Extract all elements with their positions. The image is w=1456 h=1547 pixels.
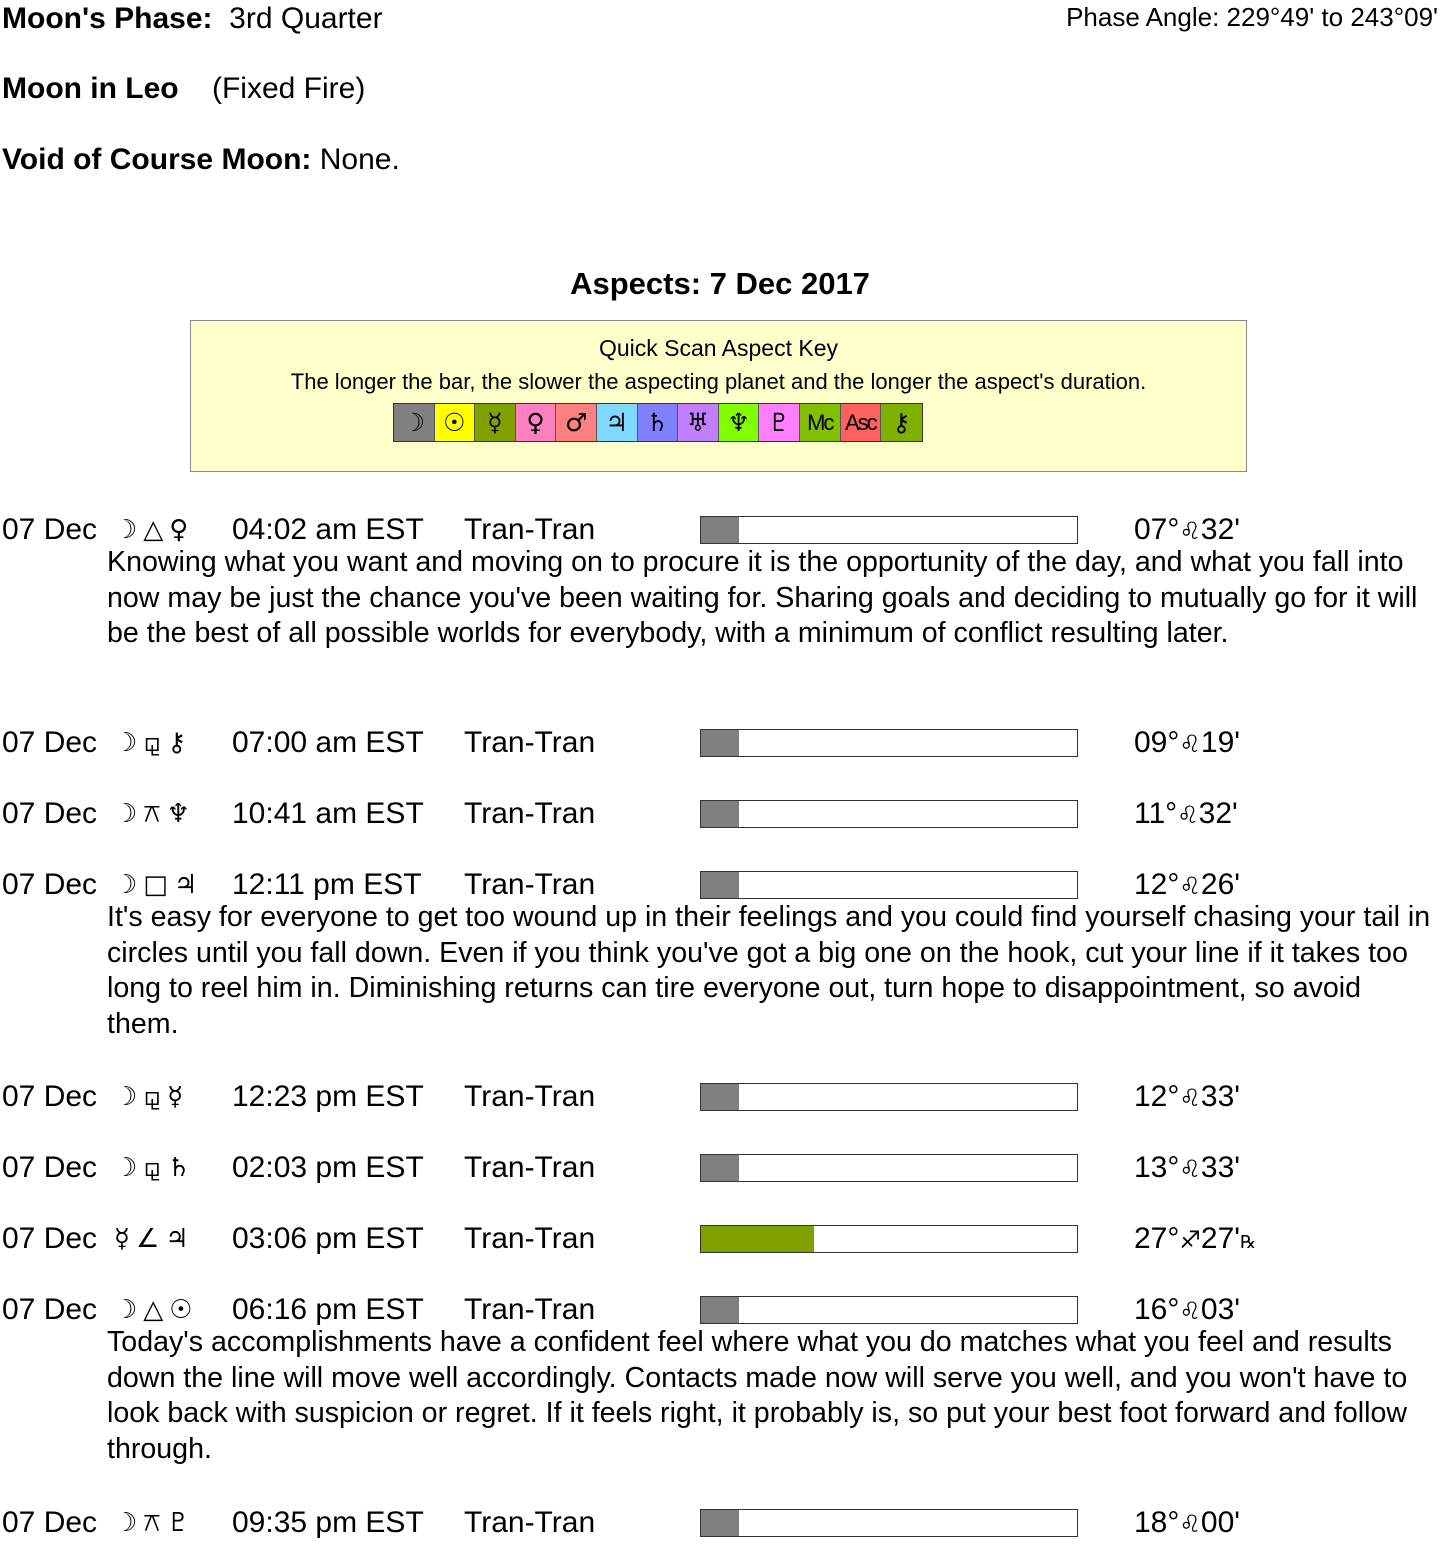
aspect-position [1134,1148,1240,1192]
aspect-type: Tran-Tran [464,726,596,759]
position-sign-icon: ♌ [1179,1084,1201,1112]
position-minutes: 33' [1200,1080,1240,1113]
position-minutes: 19' [1200,726,1240,759]
position-sign-icon: ♌ [1179,730,1201,758]
aspect-duration-fill [701,872,739,898]
aspect-row [0,1290,1456,1330]
neptune-swatch: ♆ [719,404,760,441]
aspect-duration-bar [700,1225,1078,1253]
aspect-glyphs: ☽△♀ [114,515,195,545]
position-minutes: 00' [1200,1506,1240,1539]
aspect-time: 02:03 pm EST [232,1151,424,1184]
position-degrees: 07° [1134,513,1180,546]
aspect-time: 04:02 am EST [232,513,424,546]
position-minutes: 32' [1200,513,1240,546]
aspect-duration-fill [701,1297,739,1323]
moon-sign-detail: (Fixed Fire) [211,72,366,105]
aspect-duration-bar [700,1154,1078,1182]
aspect-duration-fill [701,1226,814,1252]
aspect-duration-fill [701,730,739,756]
aspect-duration-bar [700,516,1078,544]
retrograde-icon: ℞ [1240,1232,1257,1253]
position-degrees: 18° [1134,1506,1180,1539]
aspect-type: Tran-Tran [464,868,596,901]
venus-swatch: ♀ [516,404,557,441]
aspect-time: 10:41 am EST [232,797,424,830]
aspect-glyphs: ☽⚻♆ [114,799,196,829]
aspect-duration-fill [701,517,739,543]
void-of-course-line [2,143,400,177]
aspect-type: Tran-Tran [464,513,596,546]
aspect-type: Tran-Tran [464,1506,596,1539]
key-title: Quick Scan Aspect Key [598,335,839,361]
aspect-date: 07 Dec [2,1080,98,1113]
sun-swatch: ☉ [435,404,476,441]
aspect-time: 07:00 am EST [232,726,424,759]
position-degrees: 09° [1134,726,1180,759]
position-sign-icon: ♌ [1179,517,1201,545]
asc-swatch: Asc [841,404,882,441]
aspect-time: 12:23 pm EST [232,1080,424,1113]
aspect-description: Knowing what you want and moving on to procure it is the opportunity of the day, and what you fall into now may be just the chance you've been waiting for. Sharing goals and deciding to mutually go for it will be the best of all possible worlds for everybody, with a minimum of conflict resulting later. [107,546,1418,649]
position-minutes: 33' [1200,1151,1240,1184]
void-of-course-value: None. [319,143,400,176]
aspect-date: 07 Dec [2,513,98,546]
mc-swatch: Mc [800,404,841,441]
uranus-swatch: ♅ [678,404,719,441]
aspect-row [0,794,1456,834]
aspect-time: 06:16 pm EST [232,1293,424,1326]
position-sign-icon: ♌ [1177,801,1199,829]
aspect-row [0,1219,1456,1259]
aspect-glyphs: ☽□♃ [114,870,204,900]
aspect-duration-fill [701,1155,739,1181]
position-sign-icon: ♌ [1179,1297,1201,1325]
aspect-glyphs: ☽⚼☿ [114,1082,190,1112]
jupiter-swatch: ♃ [597,404,638,441]
aspect-position [1134,723,1240,767]
aspect-glyphs: ☿∠♃ [114,1224,195,1254]
position-minutes: 27' [1200,1222,1240,1255]
moon-phase-value: 3rd Quarter [229,2,383,35]
aspect-date: 07 Dec [2,1293,98,1326]
mercury-swatch: ☿ [475,404,516,441]
position-degrees: 13° [1134,1151,1180,1184]
aspect-duration-bar [700,729,1078,757]
position-degrees: 11° [1134,797,1178,830]
aspect-time: 09:35 pm EST [232,1506,424,1539]
position-degrees: 12° [1134,1080,1180,1113]
aspect-time: 12:11 pm EST [232,868,422,901]
void-of-course-label: Void of Course Moon: [2,143,312,176]
aspect-description: Today's accomplishments have a confident feel where what you do matches what you feel and results down the line will move well accordingly. Contacts made now will serve you well, and you won't have to look back with suspicion or regret. If it feels right, it probably is, so put your best foot forward and follow through. [107,1326,1408,1465]
aspect-row [0,865,1456,905]
aspect-type: Tran-Tran [464,1222,596,1255]
quick-scan-aspect-key [190,320,1247,472]
aspect-date: 07 Dec [2,797,98,830]
aspect-duration-fill [701,1510,739,1536]
aspect-time: 03:06 pm EST [232,1222,424,1255]
aspect-position [1134,1503,1240,1547]
position-minutes: 32' [1198,797,1238,830]
aspect-date: 07 Dec [2,868,98,901]
aspect-glyphs: ☽△☉ [114,1295,199,1325]
moon-phase-label: Moon's Phase: [2,2,213,35]
aspect-row [0,723,1456,763]
aspect-row [0,1077,1456,1117]
key-swatches [393,403,923,442]
aspect-glyphs: ☽⚼♄ [114,1153,197,1183]
aspect-type: Tran-Tran [464,1293,596,1326]
aspects-title: Aspects: 7 Dec 2017 [570,266,870,301]
aspect-duration-fill [701,801,739,827]
position-minutes: 26' [1200,868,1240,901]
aspect-duration-bar [700,1296,1078,1324]
position-sign-icon: ♌ [1179,1510,1201,1538]
aspect-description: It's easy for everyone to get too wound up in their feelings and you could find yourself chasing your tail in circles until you fall down. Even if you think you've got a big one on the hook, cut your line if it takes too long to reel him in. Diminishing returns can tire everyone out, turn hope to disappointment, so avoid them. [107,901,1431,1040]
position-sign-icon: ♐ [1179,1226,1201,1254]
saturn-swatch: ♄ [638,404,679,441]
moon-sign-line [2,72,365,106]
aspect-date: 07 Dec [2,1506,98,1539]
aspect-type: Tran-Tran [464,1151,596,1184]
position-degrees: 12° [1134,868,1180,901]
chiron-swatch: ⚷ [881,404,922,441]
position-degrees: 16° [1134,1293,1180,1326]
aspect-glyphs: ☽⚻♇ [114,1508,196,1538]
aspect-position [1134,1219,1256,1263]
aspect-duration-fill [701,1084,739,1110]
mars-swatch: ♂ [556,404,597,441]
position-sign-icon: ♌ [1179,1155,1201,1183]
aspect-duration-bar [700,871,1078,899]
aspect-glyphs: ☽⚼⚷ [114,728,193,758]
phase-angle: Phase Angle: 229°49' to 243°09' [1066,2,1438,32]
aspect-row [0,510,1456,550]
aspect-date: 07 Dec [2,726,98,759]
aspect-position [1134,794,1238,838]
aspect-type: Tran-Tran [464,797,596,830]
aspect-duration-bar [700,1509,1078,1537]
moon-phase-line [2,2,383,36]
aspect-date: 07 Dec [2,1222,98,1255]
moon-swatch: ☽ [394,404,435,441]
aspect-row [0,1148,1456,1188]
aspect-date: 07 Dec [2,1151,98,1184]
aspect-duration-bar [700,1083,1078,1111]
aspect-position [1134,1077,1240,1121]
position-sign-icon: ♌ [1179,872,1201,900]
aspect-duration-bar [700,800,1078,828]
moon-sign-label: Moon in Leo [2,72,179,105]
aspect-type: Tran-Tran [464,1080,596,1113]
key-description: The longer the bar, the slower the aspecting planet and the longer the aspect's duration. [290,369,1147,394]
pluto-swatch: ♇ [759,404,800,441]
aspect-row [0,1503,1456,1543]
position-minutes: 03' [1200,1293,1240,1326]
position-degrees: 27° [1134,1222,1180,1255]
